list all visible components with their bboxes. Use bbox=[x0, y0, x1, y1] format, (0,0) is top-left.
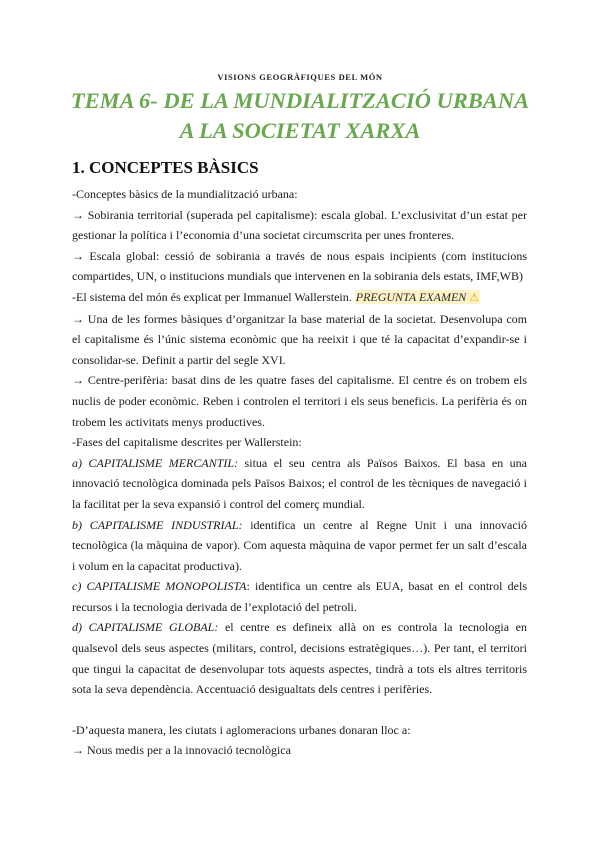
body-text bbox=[72, 184, 527, 761]
phase-c-label: c) CAPITALISME MONOPOLISTA bbox=[72, 579, 247, 594]
phase-b-label: b) CAPITALISME INDUSTRIAL: bbox=[72, 517, 243, 532]
title-line-1: TEMA 6- DE LA MUNDIALITZACIÓ URBANA bbox=[70, 88, 530, 113]
phase-a-label: a) CAPITALISME MERCANTIL: bbox=[72, 455, 239, 470]
paragraph: → Centre-perifèria: basat dins de les quatre fases del capitalisme. El centre és on trobem els nuclis de poder econòmic. Reben i controlen el territori i els seus beneficis. La perifèria és on trobem les activitats menys productives. bbox=[72, 373, 527, 429]
phase-b-text: identifica un centre al Regne Unit i una innovació tecnològica (la màquina de vapor). Com aquesta màquina de vapor permet fer un salt d’escala i volum en la capacitat productiva). bbox=[72, 517, 528, 573]
paragraph: → Nous medis per a la innovació tecnològica bbox=[72, 743, 291, 758]
paragraph-text: -El sistema del món és explicat per Immanuel Wallerstein. bbox=[72, 289, 355, 304]
warning-icon: ⚠ bbox=[469, 291, 480, 304]
exam-highlight-label: PREGUNTA EXAMEN bbox=[355, 289, 467, 304]
phase-a-text: situa el seu centra als Països Baixos. El basa en una innovació tecnològica dominada pels Països Baixos; el control de les tècniques de navegació i la facilitat per la seva expansió i control del comerç mundial. bbox=[72, 455, 527, 511]
phase-b bbox=[72, 515, 527, 577]
phase-d-text: el centre es defineix allà on es controla la tecnologia en qualsevol dels seus aspectes (militars, control, decisions estratègiques…). Per tant, el territori que tingui la capacitat de desenvolupar tots aquests aspectes, tindrà a tots els altres territoris sota la seva dependència. Accentuació desigualtats dels centres i perifèries. bbox=[72, 620, 527, 697]
paragraph: -Fases del capitalisme descrites per Wallerstein: bbox=[72, 435, 302, 450]
paragraph: → Una de les formes bàsiques d’organitzar la base material de la societat. Desenvolupa com el capitalisme és l’únic sistema econòmic que ha reeixit i que té la capacitat d’expandir-se i consolidar-se. Definit a partir del segle XVI. bbox=[72, 311, 527, 367]
paragraph: → Escala global: cessió de sobirania a través de nous espais incipients (com institucions compartides, UN, o institucions mundials que intervenen en la sobirania dels estats, IMF,WB) bbox=[72, 248, 527, 284]
paragraph: -Conceptes bàsics de la mundialització urbana: bbox=[72, 187, 298, 201]
phase-d-label: d) CAPITALISME GLOBAL: bbox=[72, 620, 219, 635]
exam-highlight bbox=[355, 290, 480, 304]
running-header: VISIONS GEOGRÀFIQUES DEL MÓN bbox=[217, 72, 383, 82]
paragraph: -D’aquesta manera, les ciutats i aglomeracions urbanes donaran lloc a: bbox=[72, 722, 411, 737]
phase-d bbox=[72, 617, 527, 699]
phase-a bbox=[72, 453, 527, 515]
paragraph bbox=[72, 287, 527, 309]
title-line-2: A LA SOCIETAT XARXA bbox=[179, 118, 421, 143]
phase-c bbox=[72, 576, 527, 617]
section-heading: 1. CONCEPTES BÀSICS bbox=[72, 158, 259, 177]
phase-c-text: : identifica un centre als EUA, basat en el control dels recursos i la tecnologia derivada de l’explotació del petroli. bbox=[72, 579, 527, 614]
paragraph: → Sobirania territorial (superada pel capitalisme): escala global. L’exclusivitat d’un estat per gestionar la política i l’economia d’una societat circumscrita per unes fronteres. bbox=[72, 207, 527, 243]
